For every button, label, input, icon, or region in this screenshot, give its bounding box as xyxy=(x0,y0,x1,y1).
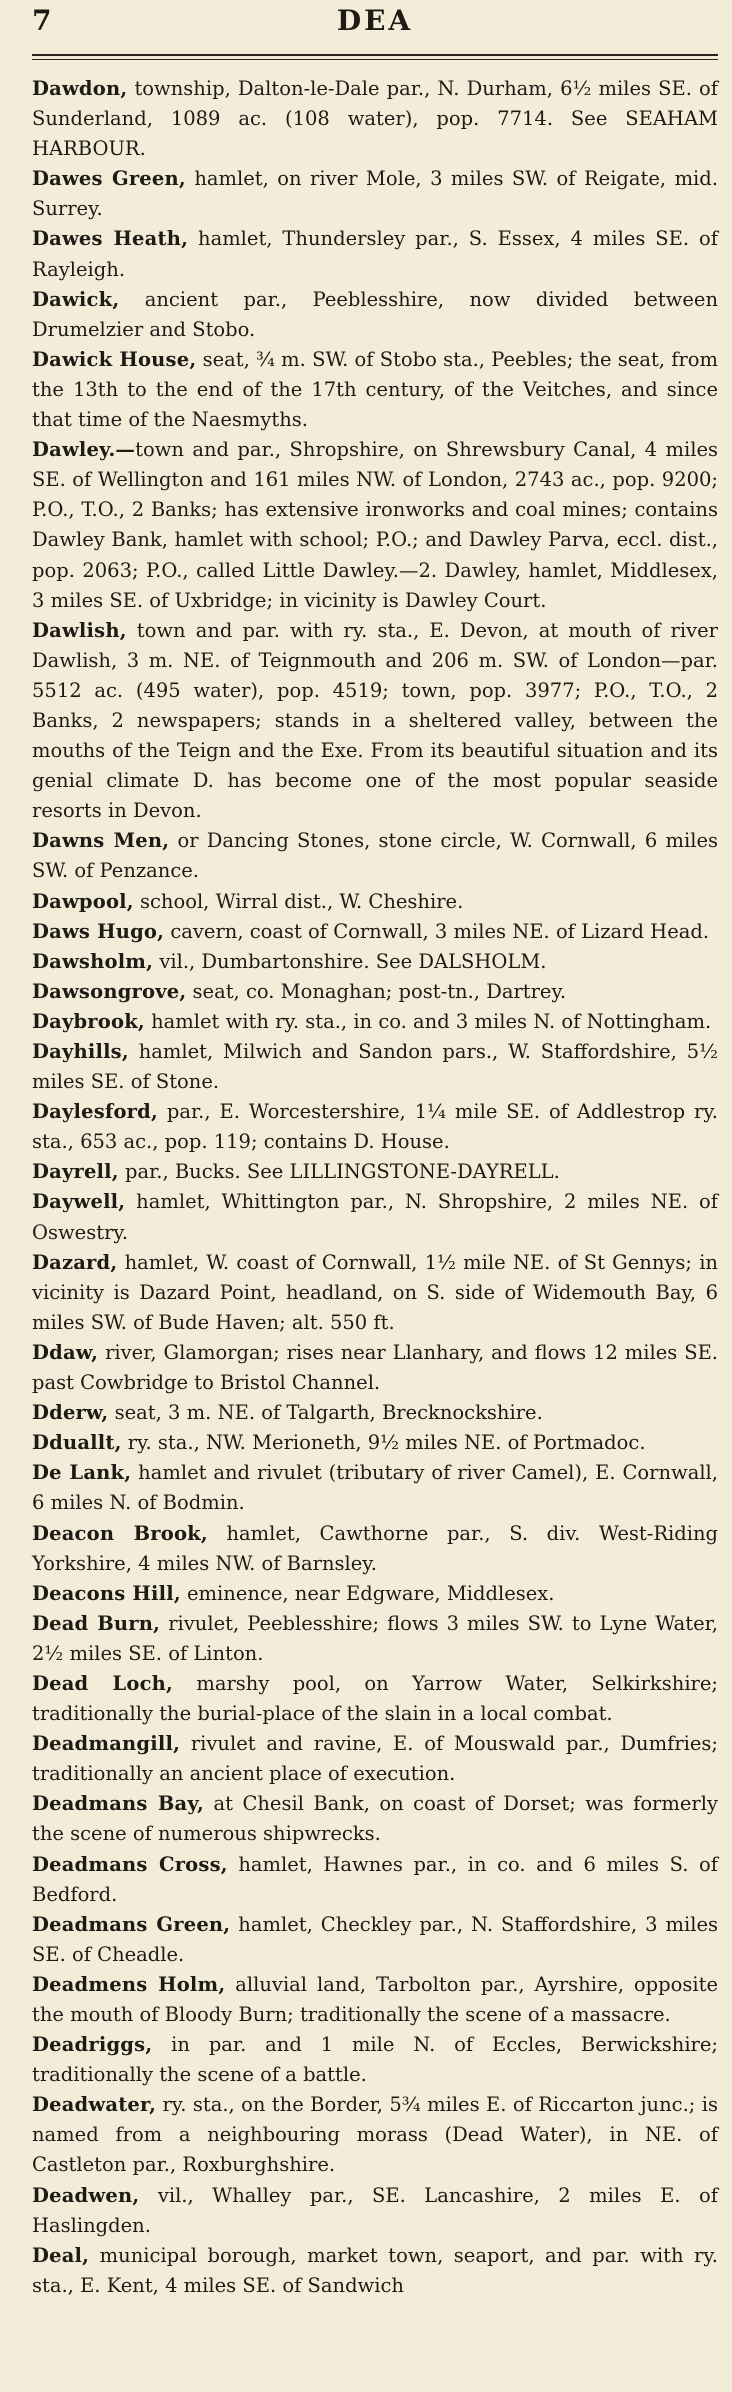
gazetteer-entry xyxy=(32,2181,718,2241)
entry-headword: Dayrell, xyxy=(32,1160,119,1184)
entry-text: ry. sta., on the Border, 5¾ miles E. of Riccarton junc.; is named from a neighbouring morass (Dead Water), in NE. of Castleton par., Roxburghshire. xyxy=(32,2093,718,2177)
entry-text: alluvial land, Tarbolton par., Ayrshire, opposite the mouth of Bloody Burn; traditionally the scene of a massacre. xyxy=(32,1972,719,2026)
gazetteer-entry xyxy=(32,1007,718,1037)
gazetteer-entry xyxy=(32,74,718,164)
entry-headword: Dduallt, xyxy=(32,1431,122,1455)
entry-text: ancient par., Peeblesshire, now divided between Drumelzier and Stobo. xyxy=(32,287,718,341)
gazetteer-entry xyxy=(32,1428,718,1458)
entry-text: or Dancing Stones, stone circle, W. Cornwall, 6 miles SW. of Penzance. xyxy=(32,829,718,883)
entry-headword: Dead Burn, xyxy=(32,1611,161,1635)
gazetteer-entry xyxy=(32,435,718,616)
entry-text: hamlet, W. coast of Cornwall, 1½ mile NE. of St Gennys; in vicinity is Dazard Point, headland, on S. side of Widemouth Bay, 6 miles SW. of Bude Haven; alt. 550 ft. xyxy=(32,1250,718,1334)
entry-headword: Daws Hugo, xyxy=(32,919,165,943)
gazetteer-entry xyxy=(32,1187,718,1247)
entry-text: hamlet, Checkley par., N. Staffordshire, 3 miles SE. of Cheadle. xyxy=(32,1912,718,1966)
entry-headword: Dawsongrove, xyxy=(32,979,187,1003)
gazetteer-entry xyxy=(32,345,718,435)
entry-headword: Deadmangill, xyxy=(32,1732,181,1756)
entry-headword: Daylesford, xyxy=(32,1100,158,1124)
entry-headword: Deacon Brook, xyxy=(32,1521,208,1545)
gazetteer-entry xyxy=(32,1789,718,1849)
gazetteer-entry xyxy=(32,1097,718,1157)
gazetteer-entry xyxy=(32,1579,718,1609)
entry-headword: Dawick, xyxy=(32,287,120,311)
entry-text: hamlet, Thundersley par., S. Essex, 4 miles SE. of Rayleigh. xyxy=(32,227,718,281)
gazetteer-entry xyxy=(32,1157,718,1187)
entry-text: vil., Dumbartonshire. See DALSHOLM. xyxy=(153,949,547,973)
entry-text: hamlet and rivulet (tributary of river Camel), E. Cornwall, 6 miles N. of Bodmin. xyxy=(32,1461,718,1515)
entry-headword: Deadriggs, xyxy=(32,2033,153,2057)
entry-headword: Dawley.— xyxy=(32,438,136,462)
gazetteer-entry xyxy=(32,1398,718,1428)
entry-headword: Dawes Heath, xyxy=(32,227,189,251)
entry-text: rivulet, Peeblesshire; flows 3 miles SW. to Lyne Water, 2½ miles SE. of Linton. xyxy=(32,1611,718,1665)
gazetteer-entry xyxy=(32,285,718,345)
entry-text: river, Glamorgan; rises near Llanhary, and flows 12 miles SE. past Cowbridge to Bristol Channel. xyxy=(32,1340,718,1395)
gazetteer-entry xyxy=(32,224,718,284)
entry-text: eminence, near Edgware, Middlesex. xyxy=(180,1581,555,1605)
entry-text: at Chesil Bank, on coast of Dorset; was formerly the scene of numerous shipwrecks. xyxy=(32,1792,718,1846)
entry-text: in par. and 1 mile N. of Eccles, Berwickshire; traditionally the scene of a battle. xyxy=(32,2033,718,2087)
page-header xyxy=(32,0,718,48)
entry-headword: Deal, xyxy=(32,2243,90,2267)
gazetteer-entry xyxy=(32,1729,718,1789)
gazetteer-entry xyxy=(32,1609,718,1669)
entry-text: seat, ¾ m. SW. of Stobo sta., Peebles; the seat, from the 13th to the end of the 17th century, of the Veitches, and since that time of the Naesmyths. xyxy=(32,347,718,432)
gazetteer-entry xyxy=(32,887,718,917)
entry-text: par., E. Worcestershire, 1¼ mile SE. of Addlestrop ry. sta., 653 ac., pop. 119; contains D. House. xyxy=(32,1100,718,1154)
entry-headword: Dawsholm, xyxy=(32,949,154,973)
entry-headword: De Lank, xyxy=(32,1461,132,1485)
entry-text: cavern, coast of Cornwall, 3 miles NE. of Lizard Head. xyxy=(164,919,710,943)
gazetteer-entry xyxy=(32,1910,718,1970)
gazetteer-entry xyxy=(32,826,718,886)
entry-headword: Dderw, xyxy=(32,1401,109,1425)
entry-headword: Dawes Green, xyxy=(32,167,186,191)
gazetteer-entry xyxy=(32,1519,718,1579)
entry-text: hamlet, Whittington par., N. Shropshire, 2 miles NE. of Oswestry. xyxy=(32,1190,718,1244)
entry-headword: Deadmans Bay, xyxy=(32,1792,205,1816)
entry-headword: Dawns Men, xyxy=(32,829,170,853)
gazetteer-entry xyxy=(32,1248,718,1338)
entry-text: ry. sta., NW. Merioneth, 9½ miles NE. of Portmadoc. xyxy=(121,1431,646,1455)
entry-headword: Deadwen, xyxy=(32,2183,140,2207)
entry-text: seat, co. Monaghan; post-tn., Dartrey. xyxy=(186,979,567,1003)
entry-text: hamlet with ry. sta., in co. and 3 miles N. of Nottingham. xyxy=(144,1009,712,1033)
page-number: 7 xyxy=(32,4,53,37)
gazetteer-entry xyxy=(32,164,718,224)
entry-text: par., Bucks. See LILLINGSTONE-DAYRELL. xyxy=(118,1160,560,1184)
entry-text: rivulet and ravine, E. of Mouswald par., Dumfries; traditionally an ancient place of execution. xyxy=(32,1732,718,1786)
entry-text: school, Wirral dist., W. Cheshire. xyxy=(133,889,464,913)
entry-text: hamlet, Cawthorne par., S. div. West-Riding Yorkshire, 4 miles NW. of Barnsley. xyxy=(32,1521,719,1575)
gazetteer-entry xyxy=(32,1850,718,1910)
gazetteer-entry xyxy=(32,2030,718,2090)
entry-headword: Daybrook, xyxy=(32,1009,145,1033)
entry-headword: Deacons Hill, xyxy=(32,1581,181,1605)
header-rule-thin xyxy=(32,59,718,60)
entry-text: vil., Whalley par., SE. Lancashire, 2 miles E. of Haslingden. xyxy=(32,2183,718,2237)
entry-headword: Deadmens Holm, xyxy=(32,1972,226,1996)
entry-text: hamlet, Hawnes par., in co. and 6 miles S. of Bedford. xyxy=(32,1852,718,1906)
entry-headword: Dawick House, xyxy=(32,347,197,371)
gazetteer-entry xyxy=(32,1970,718,2030)
entry-headword: Deadwater, xyxy=(32,2093,157,2117)
section-heading: DEA xyxy=(336,4,414,37)
entry-headword: Dawlish, xyxy=(32,618,127,642)
gazetteer-entries xyxy=(32,74,718,2301)
entry-text: seat, 3 m. NE. of Talgarth, Brecknockshire. xyxy=(108,1401,543,1425)
gazetteer-entry xyxy=(32,616,718,827)
gazetteer-entry xyxy=(32,2241,718,2301)
gazetteer-entry xyxy=(32,1669,718,1729)
entry-text: township, Dalton-le-Dale par., N. Durham, 6½ miles SE. of Sunderland, 1089 ac. (108 water), pop. 7714. See SEAHAM HARBOUR. xyxy=(32,77,718,161)
gazetteer-entry xyxy=(32,917,718,947)
gazetteer-entry xyxy=(32,1458,718,1518)
entry-text: marshy pool, on Yarrow Water, Selkirkshire; traditionally the burial-place of the slain in a local combat. xyxy=(32,1671,718,1726)
entry-headword: Deadmans Green, xyxy=(32,1912,231,1936)
gazetteer-entry xyxy=(32,1037,718,1097)
entry-headword: Deadmans Cross, xyxy=(32,1852,228,1876)
entry-headword: Dazard, xyxy=(32,1250,118,1274)
gazetteer-entry xyxy=(32,2090,718,2180)
entry-headword: Dayhills, xyxy=(32,1040,129,1063)
entry-text: municipal borough, market town, seaport, and par. with ry. sta., E. Kent, 4 miles SE. of Sandwich xyxy=(32,2243,718,2297)
entry-headword: Dawpool, xyxy=(32,889,134,913)
gazetteer-entry xyxy=(32,977,718,1007)
entry-text: hamlet, Milwich and Sandon pars., W. Staffordshire, 5½ miles SE. of Stone. xyxy=(32,1040,718,1094)
entry-headword: Dead Loch, xyxy=(32,1671,174,1695)
gazetteer-entry xyxy=(32,947,718,977)
header-rule xyxy=(32,54,718,56)
entry-headword: Daywell, xyxy=(32,1190,126,1214)
gazetteer-entry xyxy=(32,1338,718,1398)
entry-text: town and par. with ry. sta., E. Devon, at mouth of river Dawlish, 3 m. NE. of Teignmouth and 206 m. SW. of London—par. 5512 ac. (495 water), pop. 4519; town, pop. 3977; P.O., T.O., 2 Banks, 2 newspapers; stands in a sheltered valley, between the mouths of the Teign and the Exe. From its beautiful situation and its genial climate D. has become one of the most popular seaside resorts in Devon. xyxy=(32,618,718,823)
entry-headword: Ddaw, xyxy=(32,1340,99,1364)
entry-headword: Dawdon, xyxy=(32,77,128,100)
entry-text: town and par., Shropshire, on Shrewsbury Canal, 4 miles SE. of Wellington and 161 miles NW. of London, 2743 ac., pop. 9200; P.O., T.O., 2 Banks; has extensive ironworks and coal mines; contains Dawley Bank, hamlet with school; P.O.; and Dawley Parva, eccl. dist., pop. 2063; P.O., called Little Dawley.—2. Dawley, hamlet, Middlesex, 3 miles SE. of Uxbridge; in vicinity is Dawley Court. xyxy=(32,438,718,612)
entry-text: hamlet, on river Mole, 3 miles SW. of Reigate, mid. Surrey. xyxy=(32,167,718,221)
